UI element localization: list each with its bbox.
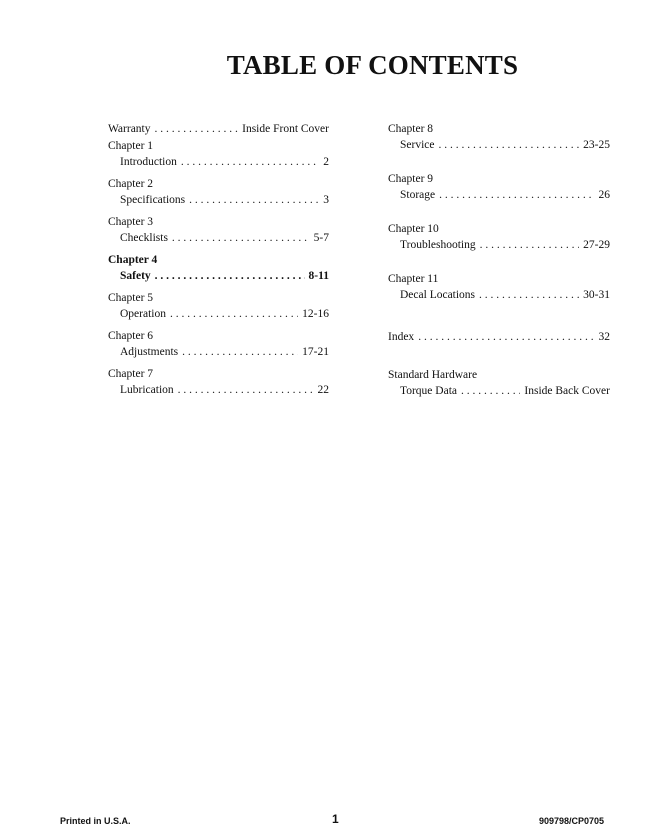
dot-leader bbox=[461, 384, 520, 399]
toc-entry-page: 17-21 bbox=[302, 346, 329, 358]
page-title: TABLE OF CONTENTS bbox=[226, 50, 519, 80]
toc-right-column bbox=[388, 122, 610, 400]
toc-entry-page: 30-31 bbox=[583, 289, 610, 301]
document-code: 909798/CP0705 bbox=[538, 816, 604, 826]
dot-leader bbox=[182, 345, 298, 360]
printed-in-label: Printed in U.S.A. bbox=[60, 816, 131, 826]
dot-leader bbox=[438, 138, 579, 153]
toc-entry-chapter-1[interactable] bbox=[108, 139, 329, 171]
toc-entry-page: 26 bbox=[598, 189, 610, 201]
toc-entry-page: 27-29 bbox=[583, 239, 610, 251]
toc-entry-chapter-11[interactable] bbox=[388, 272, 610, 304]
dot-leader bbox=[181, 155, 319, 170]
toc-entry-page: 12-16 bbox=[302, 308, 329, 320]
chapter-label: Chapter 11 bbox=[388, 273, 439, 285]
chapter-label: Chapter 10 bbox=[388, 223, 439, 235]
toc-entry-title: Introduction bbox=[120, 156, 177, 168]
toc-entry-title: Troubleshooting bbox=[400, 239, 476, 251]
toc-entry-title: Decal Locations bbox=[400, 289, 476, 301]
toc-entry-chapter-5[interactable] bbox=[108, 291, 329, 323]
dot-leader bbox=[479, 288, 579, 303]
toc-entry-standard-hardware[interactable] bbox=[388, 368, 610, 400]
toc-entry-title: Safety bbox=[120, 270, 151, 282]
chapter-label: Chapter 7 bbox=[108, 368, 154, 380]
toc-entry-chapter-10[interactable] bbox=[388, 222, 610, 254]
toc-entry-title: Index bbox=[388, 331, 415, 343]
dot-leader bbox=[439, 188, 594, 203]
dot-leader bbox=[480, 238, 580, 253]
toc-entry-page: 5-7 bbox=[313, 232, 329, 244]
dot-leader bbox=[189, 193, 319, 208]
toc-entry-chapter-8[interactable] bbox=[388, 122, 610, 154]
toc-entry-chapter-3[interactable] bbox=[108, 215, 329, 247]
toc-entry-chapter-7[interactable] bbox=[108, 367, 329, 399]
chapter-label: Standard Hardware bbox=[388, 369, 478, 381]
toc-entry-title: Service bbox=[400, 139, 435, 151]
toc-entry-page: Inside Back Cover bbox=[524, 385, 610, 397]
toc-entry-title: Warranty bbox=[108, 123, 151, 135]
toc-entry-page: 2 bbox=[323, 156, 329, 168]
dot-leader bbox=[155, 122, 239, 137]
toc-entry-warranty[interactable] bbox=[108, 122, 329, 138]
toc-entry-title: Checklists bbox=[120, 232, 168, 244]
chapter-label: Chapter 5 bbox=[108, 292, 154, 304]
toc-entry-page: 32 bbox=[598, 331, 610, 343]
chapter-label: Chapter 1 bbox=[108, 140, 154, 152]
dot-leader bbox=[170, 307, 298, 322]
toc-left-column bbox=[108, 122, 329, 399]
toc-entry-page: 22 bbox=[317, 384, 329, 396]
chapter-label: Chapter 4 bbox=[108, 254, 158, 266]
dot-leader bbox=[172, 231, 310, 246]
page-footer bbox=[60, 812, 604, 826]
toc-entry-title: Specifications bbox=[120, 194, 186, 206]
dot-leader bbox=[155, 269, 305, 284]
toc-entry-chapter-2[interactable] bbox=[108, 177, 329, 209]
toc-entry-page: 3 bbox=[323, 194, 329, 206]
toc-entry-title: Adjustments bbox=[120, 346, 179, 358]
toc-entry-title: Storage bbox=[400, 189, 436, 201]
toc-entry-chapter-4[interactable] bbox=[108, 253, 329, 285]
toc-entry-title: Torque Data bbox=[400, 385, 457, 397]
toc-entry-index[interactable] bbox=[388, 330, 610, 346]
toc-entry-title: Lubrication bbox=[120, 384, 174, 396]
toc-entry-page: 23-25 bbox=[583, 139, 610, 151]
chapter-label: Chapter 2 bbox=[108, 178, 154, 190]
page-number: 1 bbox=[332, 812, 339, 826]
dot-leader bbox=[178, 383, 314, 398]
toc-entry-chapter-6[interactable] bbox=[108, 329, 329, 361]
chapter-label: Chapter 3 bbox=[108, 216, 154, 228]
toc-entry-title: Operation bbox=[120, 308, 166, 320]
toc-entry-page: 8-11 bbox=[308, 270, 329, 282]
chapter-label: Chapter 9 bbox=[388, 173, 434, 185]
dot-leader bbox=[418, 330, 594, 345]
toc-entry-page: Inside Front Cover bbox=[242, 123, 329, 135]
chapter-label: Chapter 8 bbox=[388, 123, 434, 135]
toc-entry-chapter-9[interactable] bbox=[388, 172, 610, 204]
chapter-label: Chapter 6 bbox=[108, 330, 154, 342]
